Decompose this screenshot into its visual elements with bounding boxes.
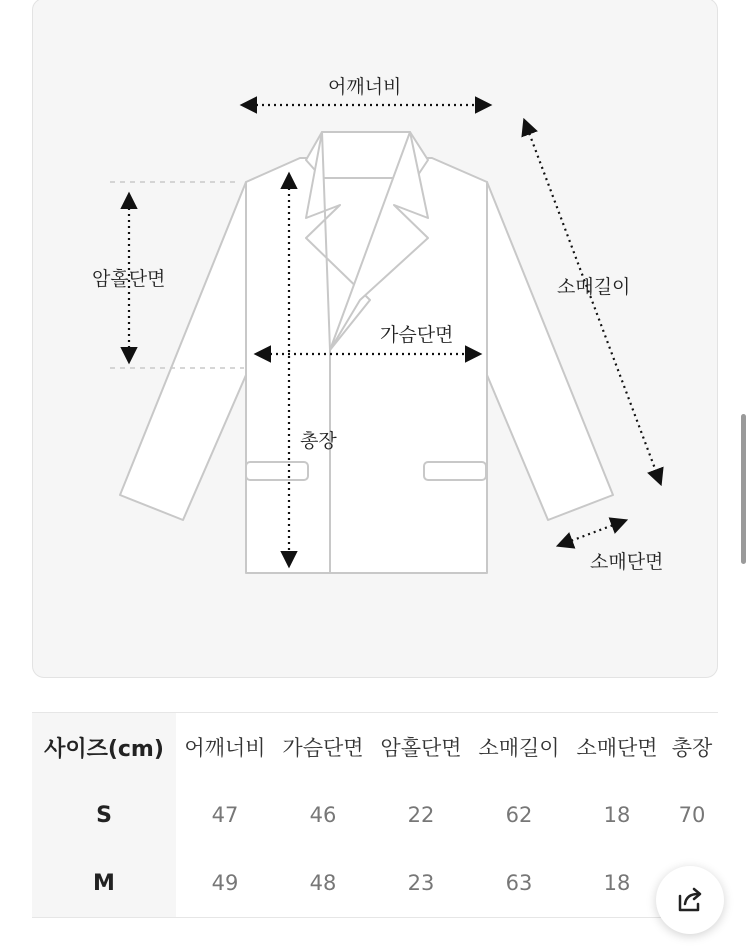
sleeve-opening-arrow [560, 521, 624, 545]
table-row [32, 849, 718, 918]
table-cell: 47 [211, 803, 239, 827]
total-length-label: 총장 [300, 430, 337, 452]
table-cell: 18 [603, 803, 631, 827]
table-cell: 62 [505, 803, 533, 827]
table-cell: 18 [568, 849, 666, 918]
size-table-header-row [32, 713, 718, 782]
size-column-header: 사이즈(cm) [32, 713, 176, 782]
column-header: 총장 [666, 713, 718, 782]
column-header: 암홀단면 [372, 713, 470, 782]
sleeve-length-label: 소매길이 [557, 276, 631, 298]
table-cell: 70 [678, 803, 706, 827]
size-cell: M [32, 849, 176, 918]
sleeve-opening-label: 소매단면 [590, 551, 664, 573]
armhole-label: 암홀단면 [92, 268, 166, 290]
table-cell: 23 [372, 849, 470, 918]
table-cell: 49 [176, 849, 274, 918]
table-row [32, 781, 718, 849]
chest-label: 가슴단면 [380, 324, 454, 346]
table-cell: 63 [470, 849, 568, 918]
table-cell: 48 [274, 849, 372, 918]
column-header: 가슴단면 [274, 713, 372, 782]
size-table [32, 712, 718, 918]
column-header: 소매길이 [470, 713, 568, 782]
size-cell: S [32, 781, 176, 849]
share-icon [672, 882, 708, 918]
table-cell: 22 [407, 803, 435, 827]
column-header: 어깨너비 [176, 713, 274, 782]
jacket-outline-icon [120, 132, 613, 573]
scrollbar[interactable] [741, 414, 746, 564]
share-button[interactable] [656, 866, 724, 934]
shoulder-label: 어깨너비 [328, 76, 402, 98]
table-cell: 46 [309, 803, 337, 827]
column-header: 소매단면 [568, 713, 666, 782]
